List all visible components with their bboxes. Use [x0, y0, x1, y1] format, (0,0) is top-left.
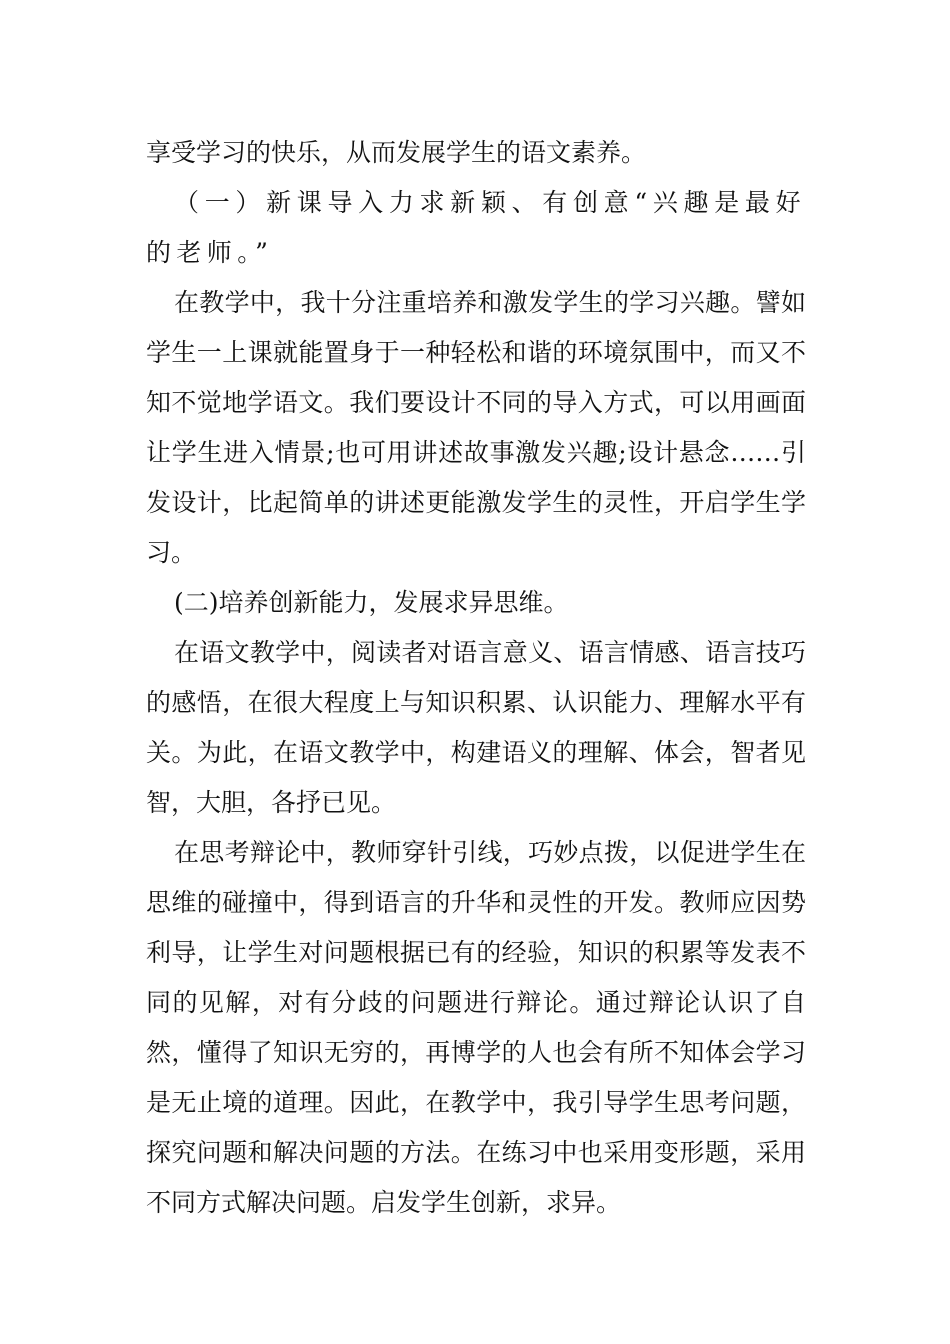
paragraph-5: 在语文教学中，阅读者对语言意义、语言情感、语言技巧的感悟，在很大程度上与知识积累、认识能力、理解水平有关。为此，在语文教学中，构建语义的理解、体会，智者见智，大胆，各抒已见。: [146, 638, 806, 817]
document-page: [146, 128, 806, 1228]
paragraph-2-heading-new-lesson: （一）新课导入力求新颖、有创意“兴趣是最好的老师。”: [146, 188, 806, 267]
paragraph-1: 享受学习的快乐，从而发展学生的语文素养。: [146, 138, 647, 167]
paragraph-4-heading-innovation: (二)培养创新能力，发展求异思维。: [174, 588, 569, 617]
paragraph-3: 在教学中，我十分注重培养和激发学生的学习兴趣。譬如学生一上课就能置身于一种轻松和谐的环境氛围中，而又不知不觉地学语文。我们要设计不同的导入方式，可以用画面让学生进入情景;也可用讲述故事激发兴趣;设计悬念……引发设计，比起简单的讲述更能激发学生的灵性，开启学生学习。: [146, 288, 806, 567]
paragraph-6: 在思考辩论中，教师穿针引线，巧妙点拨，以促进学生在思维的碰撞中，得到语言的升华和灵性的开发。教师应因势利导，让学生对问题根据已有的经验，知识的积累等发表不同的见解，对有分歧的问题进行辩论。通过辩论认识了自然，懂得了知识无穷的，再博学的人也会有所不知体会学习是无止境的道理。因此，在教学中，我引导学生思考问题，探究问题和解决问题的方法。在练习中也采用变形题，采用不同方式解决问题。启发学生创新，求异。: [146, 838, 806, 1217]
